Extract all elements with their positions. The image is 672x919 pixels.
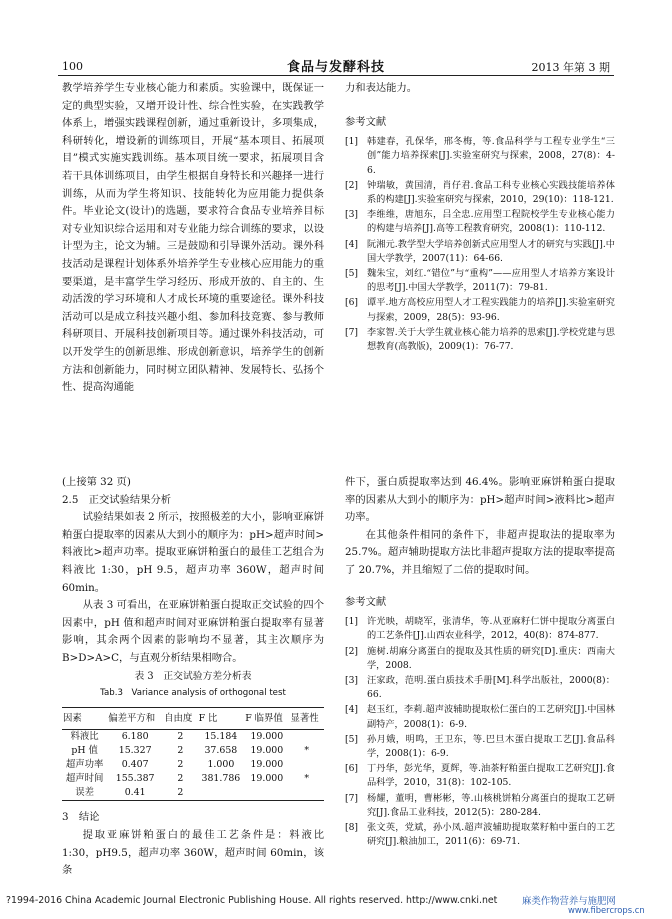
table-cell: 2 bbox=[177, 773, 184, 785]
continued-note: (上接第 32 页) bbox=[62, 476, 131, 488]
reference-item: [5] 孙月娥，明鸣，王卫东，等.巴旦木蛋白提取工艺[J].食品科学，2008(1)：6-9. bbox=[345, 733, 615, 759]
reference-item: [1] 许光映，胡晓军，张清华，等.从亚麻籽仁饼中提取分离蛋白的工艺条件[J].山西农业科学，2012，40(8)：874-877. bbox=[345, 616, 615, 642]
references-list-top bbox=[345, 135, 615, 354]
table-cell: 2 bbox=[177, 731, 184, 743]
anova-table bbox=[62, 707, 324, 802]
table-cell: * bbox=[304, 745, 310, 757]
table-header-row bbox=[62, 707, 324, 730]
header-rule bbox=[58, 75, 614, 76]
table-cell: 2 bbox=[163, 786, 197, 801]
table-row bbox=[62, 772, 324, 786]
references-title-bottom: 参考文献 bbox=[345, 595, 387, 608]
table-cell: pH 值 bbox=[71, 745, 98, 757]
reference-item: [6] 谭平.地方高校应用型人才工程实践能力的培养[J].实验室研究与探索，2009，28(5)：93-96. bbox=[345, 297, 615, 323]
table-caption-english: Tab.3 Variance analysis of orthogonal test bbox=[100, 688, 286, 699]
table-cell: 料液比 bbox=[70, 731, 99, 743]
anova-paragraph: 从表 3 可看出，在亚麻饼粕蛋白提取正交试验的四个因素中，pH 值和超声时间对亚麻饼粕蛋白提取率有显著影响，其余两个因素的影响均不显著，其主次顺序为 B>D>A>C，与直观分析结果相吻合。 bbox=[62, 599, 324, 664]
table-row bbox=[62, 758, 324, 772]
table-row bbox=[62, 730, 324, 745]
table-header-cell: 偏差平方和 bbox=[107, 707, 163, 730]
section-heading-2-5: 2.5 正交试验结果分析 bbox=[62, 493, 172, 506]
reference-item: [3] 汪家政，范明.蛋白质技术手册[M].科学出版社，2000(8)：66. bbox=[345, 674, 615, 701]
table-cell: 37.658 bbox=[204, 745, 238, 757]
reference-item: [8] 张文英，党斌，孙小凤.超声波辅助提取菜籽粕中蛋白的工艺研究[J].粮油加工，2011(6)：69-71. bbox=[345, 822, 615, 848]
table-cell: 超声时间 bbox=[65, 773, 104, 785]
table-cell: * bbox=[304, 773, 310, 785]
journal-title: 食品与发酵科技 bbox=[286, 60, 385, 75]
conclusion-paragraph: 提取亚麻饼粕蛋白的最佳工艺条件是：料液比 1:30，pH9.5，超声功率 360W，超声时间 60min，该条 bbox=[62, 828, 324, 877]
bottom-right-column bbox=[345, 474, 615, 850]
references-title-top: 参考文献 bbox=[345, 115, 387, 128]
table-row bbox=[62, 744, 324, 758]
page-number: 100 bbox=[62, 60, 83, 73]
watermark-url: www.fibercrops.cn bbox=[568, 905, 645, 915]
table-cell: 误差 bbox=[62, 786, 107, 801]
conclusion-paragraph-2: 在其他条件相同的条件下，非超声提取法的提取率为 25.7%。超声辅助提取方法比非超声提取方法的提取率提高了 20.7%，并且缩短了二倍的提取时间。 bbox=[345, 528, 615, 576]
table-cell: 15.184 bbox=[204, 731, 238, 743]
table-cell: 19.000 bbox=[250, 731, 284, 743]
table-cell: 19.000 bbox=[250, 773, 284, 785]
reference-item: [3] 李维维，唐旭东，吕全忠.应用型工程院校学生专业核心能力的构建与培养[J].高等工程教育研究，2008(1)：110-112. bbox=[345, 209, 615, 235]
reference-item: [5] 魏朱宝，刘红.“错位”与“重构”——应用型人才培养方案设计的思考[J].中国大学教学，2011(7)：79-81. bbox=[345, 268, 615, 294]
top-left-column bbox=[62, 80, 324, 397]
table-header-cell: 显著性 bbox=[290, 707, 325, 730]
table-cell: 19.000 bbox=[250, 759, 284, 771]
table-cell: 1.000 bbox=[207, 759, 235, 771]
issue-number: 2013 年第 3 期 bbox=[531, 61, 610, 74]
table-cell bbox=[290, 730, 325, 745]
table-header-cell: F 比 bbox=[198, 707, 245, 730]
table-cell: 0.407 bbox=[121, 759, 149, 771]
top-right-column bbox=[345, 80, 615, 355]
reference-item: [6] 丁丹华，彭光华，夏辉，等.油茶籽粕蛋白提取工艺研究[J].食品科学，2010，31(8)：102-105. bbox=[345, 763, 615, 789]
table-cell: 0.41 bbox=[107, 786, 163, 801]
table-row bbox=[62, 786, 324, 801]
watermark-text: 麻类作物营养与施肥网 bbox=[522, 896, 616, 907]
table-cell bbox=[290, 758, 325, 772]
table-cell bbox=[198, 786, 245, 801]
reference-item: [2] 钟瑞敏，黄国清，肖仔君.食品工科专业核心实践技能培养体系的构建[J].实验室研究与探索，2010，29(10)：118-121. bbox=[345, 179, 615, 205]
top-left-paragraph: 教学培养学生专业核心能力和素质。实验课中，既保证一定的典型实验，又增开设计性、综合性实验，在实践教学体系上，增强实践课程创新，通过重新设计，多项集成，科研转化，增设新的训练项目，开展“基本项目、拓展项目”模式实施实践训练。基本项目统一要求，拓展项目含若干具体训练项目，由学生根据自身特长和兴趣择一进行训练，从而为学生将知识、技能转化为应用能力提供条件。毕业论文(设计)的选题，要求符合食品专业培养目标对专业知识综合运用和对专业能力综合训练的要求，以设计型为主，论文为辅。三是鼓励和引导课外活动。课外科技活动是课程计划体系外培养学生专业核心应用能力的重要渠道，是丰富学生学习经历、形成开放的、自主的、生动活泼的学习环境和人才成长环境的重要途径。课外科技活动可以是成立科技兴趣小组、参加科技竞赛、参与教师科研项目、开展科技创新项目等。通过课外科技活动，可以开发学生的创新思维、形成创新意识，培养学生的创新方法和创新能力，同时树立团队精神、发展特长、弘扬个性、提高沟通能 bbox=[62, 82, 324, 394]
top-right-continuation: 力和表达能力。 bbox=[345, 82, 418, 94]
table-cell: 381.786 bbox=[201, 773, 241, 785]
table-cell: 19.000 bbox=[250, 745, 284, 757]
table-cell: 超声功率 bbox=[65, 759, 104, 771]
references-list-bottom bbox=[345, 615, 615, 849]
conclusion-continuation: 件下，蛋白质提取率达到 46.4%。影响亚麻饼粕蛋白提取率的因素从大到小的顺序为：pH>超声时间>液料比>超声功率。 bbox=[345, 476, 615, 524]
table-cell: 155.387 bbox=[115, 773, 155, 785]
table-cell bbox=[244, 786, 289, 801]
reference-item: [4] 赵玉红，李莉.超声波辅助提取松仁蛋白的工艺研究[J].中国林副特产，2008(1)：6-9. bbox=[345, 704, 615, 730]
reference-item: [7] 李家智.关于大学生就业核心能力培养的思索[J].学校党建与思想教育(高教版)，2009(1)：76-77. bbox=[345, 326, 615, 353]
table-cell: 15.327 bbox=[118, 745, 152, 757]
copyright-footer: ?1994-2016 China Academic Journal Electronic Publishing House. All rights reserved. http://www.cnki.net bbox=[6, 895, 498, 906]
table-caption: 表 3 正交试验方差分析表 bbox=[134, 670, 252, 682]
table-cell bbox=[290, 786, 325, 801]
reference-item: [7] 杨耀，董明，曹彬彬，等.山核桃饼粕分离蛋白的提取工艺研究[J].食品工业科技，2012(5)：280-284. bbox=[345, 792, 615, 818]
table-cell: 2 bbox=[177, 745, 184, 757]
bottom-left-column bbox=[62, 474, 324, 880]
section-heading-3: 3 结论 bbox=[62, 811, 100, 824]
reference-item: [1] 韩建春，孔保华，邢冬梅，等.食品科学与工程专业学生“三创”能力培养探索[J].实验室研究与探索，2008，27(8)：4-6. bbox=[345, 136, 615, 176]
table-header-cell: 自由度 bbox=[163, 707, 197, 730]
reference-item: [4] 阮湘元.教学型大学培养创新式应用型人才的研究与实践[J].中国大学教学，2007(11)：64-66. bbox=[345, 238, 615, 264]
reference-item: [2] 施树.胡麻分离蛋白的提取及其性质的研究[D].重庆：西南大学，2008. bbox=[345, 645, 615, 671]
table-cell: 2 bbox=[177, 759, 184, 771]
table-cell: 6.180 bbox=[121, 731, 149, 743]
table-header-cell: 因素 bbox=[62, 707, 107, 730]
table-header-cell: F 临界值 bbox=[244, 707, 289, 730]
results-paragraph: 试验结果如表 2 所示，按照极差的大小，影响亚麻饼粕蛋白提取率的因素从大到小的顺序为：pH>超声时间>料液比>超声功率。提取亚麻饼粕蛋白的最佳工艺组合为料液比 1:30，pH 9.5，超声功率 360W，超声时间 60min。 bbox=[62, 511, 324, 594]
